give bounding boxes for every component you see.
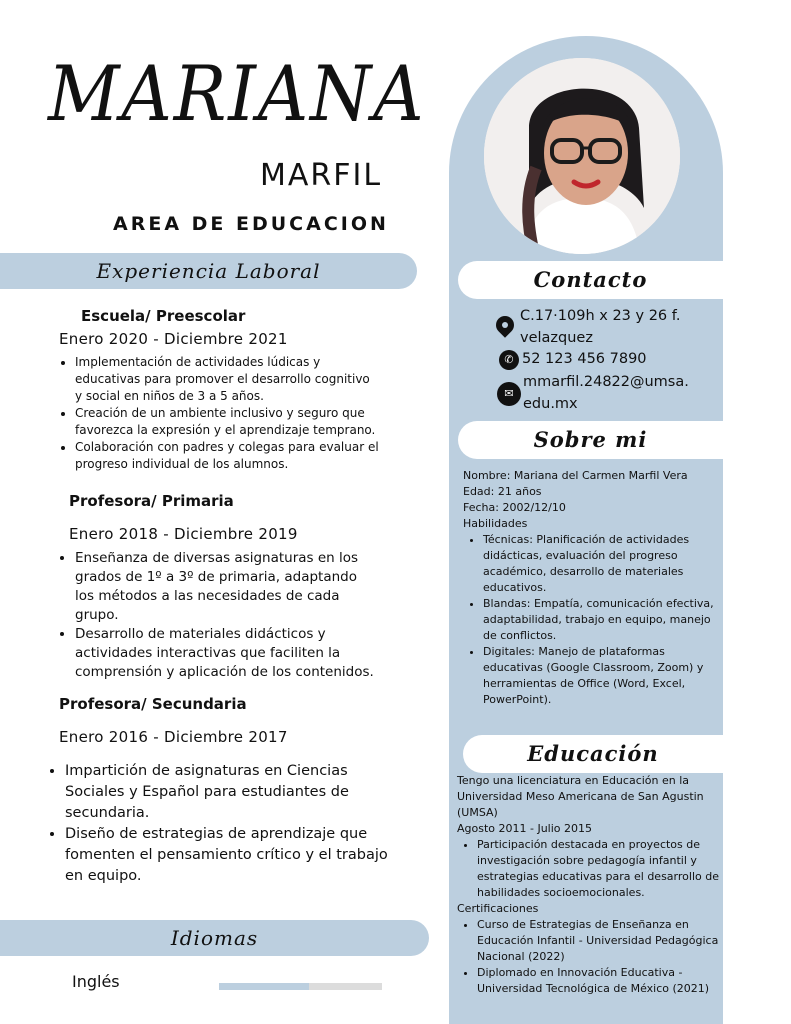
job-date: Enero 2018 - Diciembre 2019 [69,525,298,543]
job-title: Profesora/ Secundaria [59,695,247,713]
about-name: Nombre: Mariana del Carmen Marfil Vera [463,469,688,482]
education-highlights [457,837,725,901]
list-item: • Técnicas: Planificación de actividades didácticas, evaluación del progreso académico, desarrollo de materiales educativos. [483,532,725,596]
job-bullets [49,761,394,887]
phone-number: 52 123 456 7890 [522,351,647,367]
first-name: MARIANA [48,49,426,138]
section-title-contact [458,261,723,299]
education-degree: Tengo una licenciatura en Educación en la Universidad Meso Americana de San Agustin (UMSA) [457,774,704,819]
list-item: • Diplomado en Innovación Educativa - Universidad Tecnológica de México (2021) [477,965,725,997]
section-title-education [463,735,723,773]
last-name: MARFIL [260,158,383,193]
language-level-fill [219,983,309,990]
email-line-1: mmarfil.24822@umsa. [523,374,689,390]
section-title-languages [0,920,429,956]
about-age: Edad: 21 años [463,485,542,498]
list-item: • Implementación de actividades lúdicas y educativas para promover el desarrollo cognitivo y social en niños de 3 a 5 años. [75,354,379,405]
about-heading: Sobre mi [533,427,648,452]
address [520,305,680,349]
list-item: • Diseño de estrategias de aprendizaje que fomenten el pensamiento crítico y el trabajo en equipo. [65,824,394,887]
about-block [463,468,725,708]
address-line-1: C.17·109h x 23 y 26 f. [520,308,681,324]
skills-list [463,532,725,708]
profile-photo [484,58,680,254]
list-item: • Impartición de asignaturas en Ciencias Sociales y Español para estudiantes de secundaria. [65,761,394,824]
about-date: Fecha: 2002/12/10 [463,501,566,514]
job-date: Enero 2020 - Diciembre 2021 [59,330,288,348]
education-period: Agosto 2011 - Julio 2015 [457,822,593,835]
job-title: Escuela/ Preescolar [81,307,246,325]
certifications-label: Certificaciones [457,902,539,915]
experience-heading: Experiencia Laboral [96,259,321,283]
email-icon: ✉ [497,382,521,406]
language-name: Inglés [72,972,120,991]
list-item: • Enseñanza de diversas asignaturas en los grados de 1º a 3º de primaria, adaptando los métodos a las necesidades de cada grupo. [75,549,379,625]
skills-label: Habilidades [463,517,528,530]
certifications-list [457,917,725,997]
list-item: • Creación de un ambiente inclusivo y seguro que favorezca la expresión y el aprendizaje temprano. [75,405,379,439]
address-line-2: velazquez [520,330,593,346]
list-item: • Blandas: Empatía, comunicación efectiva, adaptabilidad, trabajo en equipo, manejo de conflictos. [483,596,725,644]
list-item: • Participación destacada en proyectos de investigación sobre pedagogía infantil y estrategias educativas para el desarrollo de habilidades socioemocionales. [477,837,725,901]
section-title-experience [0,253,417,289]
job-title: Profesora/ Primaria [69,492,234,510]
list-item: • Colaboración con padres y colegas para evaluar el progreso individual de los alumnos. [75,439,379,473]
contact-heading: Contacto [533,267,648,292]
email-line-2: edu.mx [523,396,578,412]
section-title-about [458,421,723,459]
languages-heading: Idiomas [170,926,259,950]
job-bullets [59,549,379,682]
list-item: • Curso de Estrategias de Enseñanza en Educación Infantil - Universidad Pedagógica Nacional (2022) [477,917,725,965]
email [523,371,689,415]
job-bullets [59,354,379,473]
list-item: • Desarrollo de materiales didácticos y actividades interactivas que faciliten la comprensión y aplicación de los contenidos. [75,625,379,682]
phone-icon: ✆ [499,350,519,370]
education-block [457,773,725,997]
education-heading: Educación [527,741,659,766]
language-level-bar [219,983,382,990]
job-date: Enero 2016 - Diciembre 2017 [59,728,288,746]
list-item: • Digitales: Manejo de plataformas educativas (Google Classroom, Zoom) y herramientas de Office (Word, Excel, PowerPoint). [483,644,725,708]
job-area: AREA DE EDUCACION [113,213,389,235]
